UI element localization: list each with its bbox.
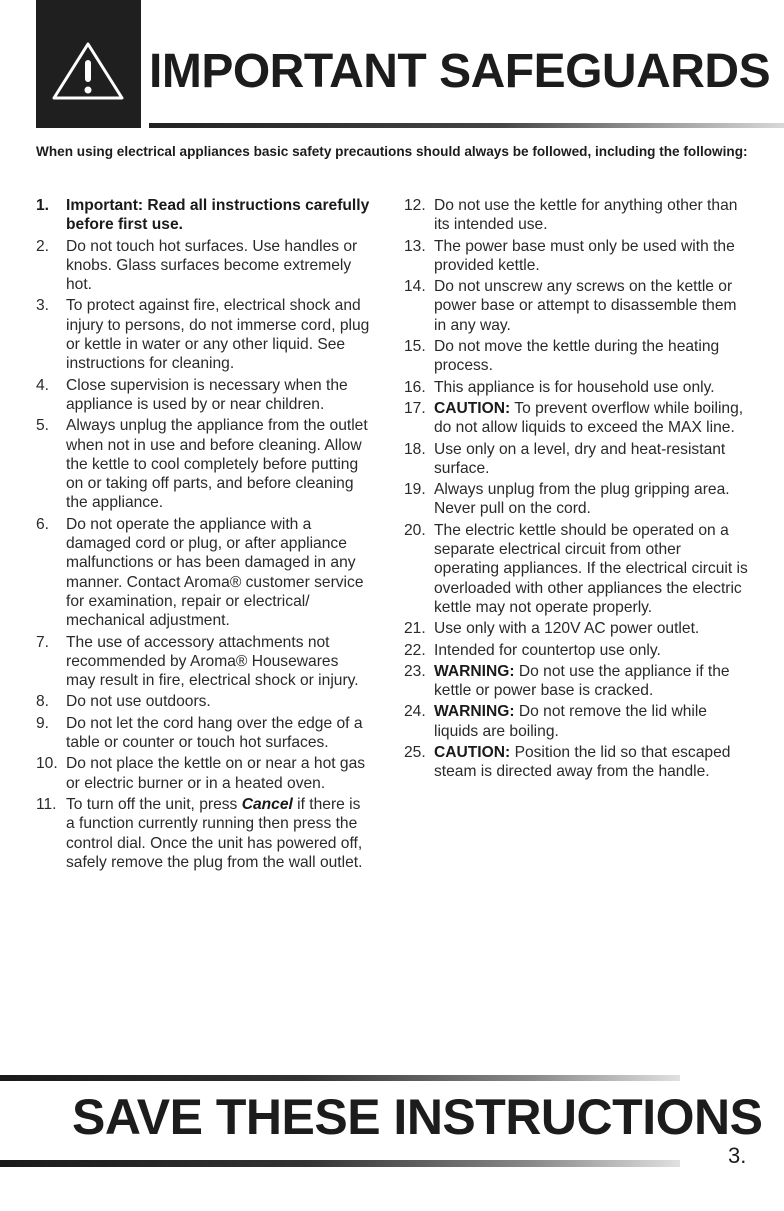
list-item: 19. Always unplug from the plug gripping area. Never pull on the cord. [404, 481, 730, 518]
list-item: 25. CAUTION: Position the lid so that escaped steam is directed away from the handle. [404, 744, 731, 781]
list-item: 13. The power base must only be used with the provided kettle. [404, 237, 735, 274]
warning-label: WARNING: [434, 703, 515, 721]
list-item: 23. WARNING: Do not use the appliance if the kettle or power base is cracked. [404, 662, 730, 700]
save-instructions-heading: SAVE THESE INSTRUCTIONS [72, 1089, 763, 1145]
list-item: 9. Do not let the cord hang over the edge of a table or counter or touch hot surfaces. [36, 714, 363, 752]
warning-badge [36, 0, 141, 128]
list-item: 16. This appliance is for household use only. [404, 378, 715, 396]
list-item: 10. Do not place the kettle on or near a hot gas or electric burner or in a heated oven. [36, 755, 366, 792]
safeguards-list-right [404, 196, 750, 784]
footer-divider-bottom [0, 1160, 680, 1167]
list-item: 5. Always unplug the appliance from the outlet when not in use and before cleaning. Allow the kettle to cool completely before putting on or taking off parts, and before cleaning the appliance. [36, 417, 368, 512]
cancel-keyword: Cancel [241, 795, 293, 813]
list-item: 22. Intended for countertop use only. [404, 641, 661, 659]
list-item: 1. Important: Read all instructions carefully before first use. [36, 197, 370, 234]
list-item: 7. The use of accessory attachments not recommended by Aroma® Housewares may result in fire, electrical shock or injury. [36, 633, 359, 690]
list-item: 17. CAUTION: To prevent overflow while boiling, do not allow liquids to exceed the MAX line. [404, 399, 744, 437]
caution-label: CAUTION: [434, 744, 511, 762]
list-item: 8. Do not use outdoors. [36, 693, 211, 711]
list-item: 20. The electric kettle should be operated on a separate electrical circuit from other operating appliances. If the electrical circuit is overloaded with other appliances the electric kettle may not operate properly. [404, 521, 748, 616]
list-item: 15. Do not move the kettle during the heating process. [404, 338, 720, 375]
list-item: 21. Use only with a 120V AC power outlet. [404, 620, 700, 638]
list-item: 6. Do not operate the appliance with a damaged cord or plug, or after appliance malfunctions or has been damaged in any manner. Contact Aroma® customer service for examination, repair or electrical/ mechanical adjustment. [36, 515, 364, 630]
warning-triangle-icon [50, 40, 126, 102]
title-divider [149, 123, 784, 128]
list-item: 18. Use only on a level, dry and heat-resistant surface. [404, 440, 726, 477]
page-title: IMPORTANT SAFEGUARDS [149, 45, 771, 98]
footer-divider-top [0, 1075, 680, 1081]
list-item: 12. Do not use the kettle for anything other than its intended use. [404, 197, 738, 234]
intro-text: When using electrical appliances basic safety precautions should always be followed, including the following: [36, 144, 748, 159]
caution-label: CAUTION: [434, 399, 511, 417]
warning-label: WARNING: [434, 662, 515, 680]
list-item: 3. To protect against fire, electrical shock and injury to persons, do not immerse cord, plug or kettle in water or any other liquid. See instructions for cleaning. [36, 297, 370, 373]
list-item: 11. To turn off the unit, press Cancel if there is a function currently running then press the control dial. Once the unit has powered off, safely remove the plug from the wall outlet. [36, 795, 363, 871]
list-item: 14. Do not unscrew any screws on the kettle or power base or attempt to disassemble them in any way. [404, 278, 737, 334]
list-item: 24. WARNING: Do not remove the lid while liquids are boiling. [404, 703, 707, 740]
page-number: 3. [728, 1143, 747, 1168]
list-item: 2. Do not touch hot surfaces. Use handles or knobs. Glass surfaces become extremely hot. [36, 237, 358, 294]
safeguards-list-left [36, 196, 372, 874]
list-item: 4. Close supervision is necessary when the appliance is used by or near children. [36, 376, 348, 413]
